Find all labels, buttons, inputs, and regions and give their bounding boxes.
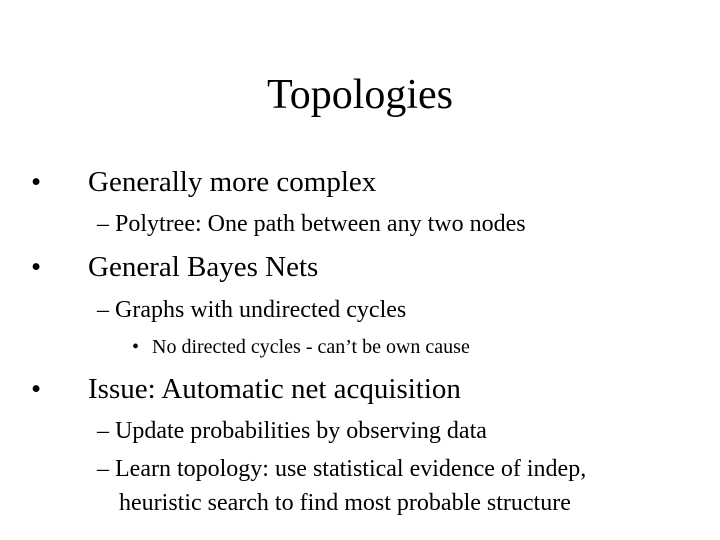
sub-sub-bullet-text: No directed cycles - can’t be own cause xyxy=(152,336,470,358)
dash-marker: – xyxy=(97,211,109,237)
sub-bullet-text: Polytree: One path between any two nodes xyxy=(115,211,526,237)
dash-marker: – xyxy=(97,418,109,444)
bullet-marker: • xyxy=(31,166,42,198)
bullet-item xyxy=(31,250,318,284)
bullet-text: General Bayes Nets xyxy=(88,251,319,283)
sub-bullet-item xyxy=(97,454,586,484)
bullet-marker: • xyxy=(31,373,42,405)
sub-bullet-item xyxy=(97,209,526,239)
bullet-item xyxy=(31,165,376,199)
bullet-text: Generally more complex xyxy=(88,166,377,198)
sub-bullet-text: Learn topology: use statistical evidence of indep, xyxy=(115,456,587,482)
bullet-text: Issue: Automatic net acquisition xyxy=(88,373,461,405)
sub-bullet-text: heuristic search to find most probable structure xyxy=(119,490,571,516)
sub-bullet-text: Graphs with undirected cycles xyxy=(115,297,407,323)
sub-bullet-item xyxy=(97,295,406,325)
bullet-item xyxy=(31,372,461,406)
bullet-marker: • xyxy=(132,336,140,358)
dash-marker: – xyxy=(97,297,109,323)
sub-sub-bullet-item xyxy=(132,335,470,359)
bullet-marker: • xyxy=(31,251,42,283)
dash-marker: – xyxy=(97,456,109,482)
sub-bullet-text: Update probabilities by observing data xyxy=(115,418,487,444)
sub-bullet-item xyxy=(97,416,487,446)
slide-title: Topologies xyxy=(266,72,454,118)
sub-bullet-continuation xyxy=(119,488,571,518)
